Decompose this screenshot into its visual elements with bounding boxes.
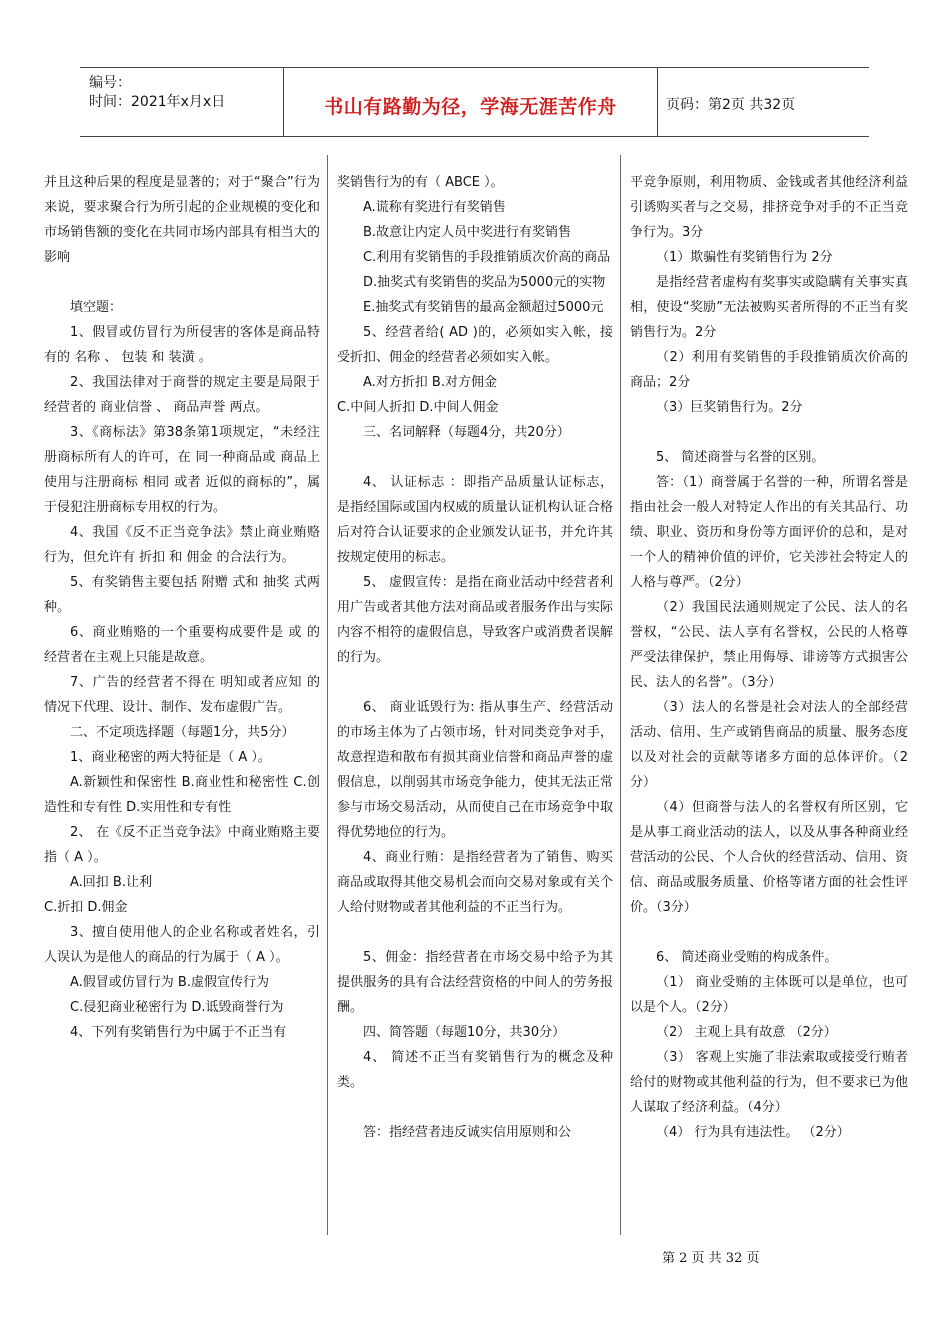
paragraph: 并且这种后果的程度是显著的；对于“聚合”行为来说，要求聚合行为所引起的企业规模的变化和市场销售额的变化在共同市场内部具有相当大的影响	[44, 175, 320, 265]
paragraph: （3）法人的名誉是社会对法人的全部经营活动、信用、生产或销售商品的质量、服务态度以及对社会的贡献等诸多方面的总体评价。（2分）	[630, 700, 908, 790]
paragraph: A.新颖性和保密性 B.商业性和秘密性 C.创造性和专有性 D.实用性和专有性	[44, 775, 320, 815]
paragraph: 三、名词解释（每题4分，共20分）	[363, 425, 570, 440]
page-header	[80, 67, 869, 137]
paragraph: 5、佣金：指经营者在市场交易中给予为其提供服务的具有合法经营资格的中间人的劳务报酬。	[337, 950, 613, 1015]
paragraph: 5、 虚假宣传：是指在商业活动中经营者利用广告或者其他方法对商品或者服务作出与实际内容不相符的虚假信息，导致客户或消费者误解的行为。	[337, 575, 613, 665]
paragraph: 4、 认证标志 ：即指产品质量认证标志，是指经国际或国内权威的质量认证机构认证合格后对符合认证要求的企业颁发认证书，并允许其按规定使用的标志。	[337, 475, 613, 565]
paragraph: （3） 客观上实施了非法索取或接受行贿者给付的财物或其他利益的行为，但不要求已为他人谋取了经济利益。（4分）	[630, 1050, 908, 1115]
paragraph: 填空题：	[70, 300, 123, 315]
paragraph: C.中间人折扣 D.中间人佣金	[337, 400, 499, 415]
paragraph: 6、 简述商业受贿的构成条件。	[656, 950, 838, 965]
paragraph: E.抽奖式有奖销售的最高金额超过5000元	[363, 300, 604, 315]
paragraph: D.抽奖式有奖销售的奖品为5000元的实物	[363, 275, 606, 290]
paragraph: （3）巨奖销售行为。2分	[656, 400, 803, 415]
paragraph: 4、商业行贿：是指经营者为了销售、购买商品或取得其他交易机会而向交易对象或有关个人给付财物或者其他利益的不正当行为。	[337, 850, 613, 915]
paragraph: 平竞争原则，利用物质、金钱或者其他经济利益引诱购买者与之交易，排挤竞争对手的不正当竞争行为。3分	[630, 175, 908, 240]
paragraph: 5、有奖销售主要包括 附赠 式和 抽奖 式两种。	[44, 575, 320, 615]
paragraph: C.侵犯商业秘密行为 D.诋毁商誉行为	[70, 1000, 284, 1015]
paragraph: A.假冒或仿冒行为 B.虚假宣传行为	[70, 975, 269, 990]
motto: 书山有路勤为径，学海无涯苦作舟	[324, 96, 617, 118]
paragraph: 6、 商业诋毁行为: 指从事生产、经营活动的市场主体为了占领市场，针对同类竞争对手，故意捏造和散布有损其商业信誉和商品声誉的虚假信息，以削弱其市场竞争能力，使其无法正常参与市场交易活动，从而使自己在市场竞争中取得优势地位的行为。	[337, 700, 613, 840]
paragraph: 5、经营者给( AD )的，必须如实入帐，接受折扣、佣金的经营者必须如实入帐。	[337, 325, 613, 365]
paragraph: B.故意让内定人员中奖进行有奖销售	[363, 225, 572, 240]
paragraph: 3、《商标法》第38条第1项规定，“未经注册商标所有人的许可，在 同一种商品或 商品上使用与注册商标 相同 或者 近似的商标的”，属于侵犯注册商标专用权的行为。	[44, 425, 320, 515]
paragraph: A.谎称有奖进行有奖销售	[363, 200, 506, 215]
paragraph: （4）但商誉与法人的名誉权有所区别，它是从事工商业活动的法人，以及从事各种商业经营活动的公民、个人合伙的经营活动、信用、资信、商品或服务质量、价格等诸方面的社会性评价。（3分）	[630, 800, 908, 915]
paragraph: 四、简答题（每题10分，共30分）	[363, 1025, 566, 1040]
paragraph: C.折扣 D.佣金	[44, 900, 128, 915]
paragraph: 答：指经营者违反诚实信用原则和公	[363, 1125, 572, 1140]
paragraph-gap	[337, 1095, 613, 1120]
paragraph: 3、擅自使用他人的企业名称或者姓名，引人误认为是他人的商品的行为属于（ A ）。	[44, 925, 320, 965]
paragraph: C.利用有奖销售的手段推销质次价高的商品	[363, 250, 611, 265]
paragraph: 二、不定项选择题（每题1分，共5分）	[70, 725, 295, 740]
column-1	[44, 170, 320, 1045]
column-divider	[620, 155, 621, 1235]
paragraph: 是指经营者虚构有奖事实或隐瞒有关事实真相，使设“奖励”无法被购买者所得的不正当有奖销售行为。2分	[630, 275, 908, 340]
column-3	[630, 170, 908, 1145]
time-label: 时间：2021年x月x日	[89, 94, 226, 110]
paragraph-gap	[630, 920, 908, 945]
paragraph-gap	[44, 270, 320, 295]
page-code: 页码：第2页 共32页	[666, 97, 796, 113]
paragraph: （1） 商业受贿的主体既可以是单位，也可以是个人。（2分）	[630, 975, 908, 1015]
paragraph: 奖销售行为的有（ ABCE ）。	[337, 175, 504, 190]
paragraph: （2）利用有奖销售的手段推销质次价高的商品；2分	[630, 350, 908, 390]
paragraph: 答：（1）商誉属于名誉的一种，所谓名誉是指由社会一般人对特定人作出的有关其品行、功绩、职业、资历和身份等方面评价的总和，是对一个人的精神价值的评价，它关涉社会特定人的人格与尊严。（2分）	[630, 475, 908, 590]
paragraph: 2、我国法律对于商誉的规定主要是局限于经营者的 商业信誉 、 商品声誉 两点。	[44, 375, 320, 415]
paragraph: 7、广告的经营者不得在 明知或者应知 的情况下代理、设计、制作、发布虚假广告。	[44, 675, 320, 715]
paragraph: 4、下列有奖销售行为中属于不正当有	[70, 1025, 287, 1040]
paragraph-gap	[337, 670, 613, 695]
paragraph: （2）我国民法通则规定了公民、法人的名誉权，“公民、法人享有名誉权，公民的人格尊严受法律保护，禁止用侮辱、诽谤等方式损害公民、法人的名誉”。（3分）	[630, 600, 908, 690]
paragraph-gap	[337, 445, 613, 470]
paragraph: 4、我国《反不正当竞争法》禁止商业贿赂行为，但允许有 折扣 和 佣金 的合法行为。	[44, 525, 320, 565]
paragraph: （2） 主观上具有故意 （2分）	[656, 1025, 837, 1040]
header-left-cell	[80, 68, 280, 136]
page-footer: 第 2 页 共 32 页	[662, 1251, 760, 1266]
paragraph: A.回扣 B.让利	[70, 875, 152, 890]
column-divider	[327, 155, 328, 1235]
paragraph-gap	[630, 420, 908, 445]
paragraph: 1、商业秘密的两大特征是（ A ）。	[70, 750, 271, 765]
paragraph: 6、商业贿赂的一个重要构成要件是 或 的经营者在主观上只能是故意。	[44, 625, 320, 665]
paragraph: 5、 简述商誉与名誉的区别。	[656, 450, 825, 465]
paragraph: （4） 行为具有违法性。 （2分）	[656, 1125, 850, 1140]
header-right-cell	[657, 68, 869, 136]
paragraph: 2、 在《反不正当竞争法》中商业贿赂主要指（ A ）。	[44, 825, 320, 865]
paragraph: （1）欺骗性有奖销售行为 2分	[656, 250, 833, 265]
paragraph: 1、假冒或仿冒行为所侵害的客体是商品特有的 名称 、 包装 和 装潢 。	[44, 325, 320, 365]
paragraph-gap	[337, 920, 613, 945]
paragraph: 4、 简述不正当有奖销售行为的概念及种类。	[337, 1050, 613, 1090]
paragraph: A.对方折扣 B.对方佣金	[363, 375, 497, 390]
code-label: 编号：	[89, 75, 131, 91]
header-motto-cell	[283, 68, 658, 136]
column-2	[337, 170, 613, 1145]
